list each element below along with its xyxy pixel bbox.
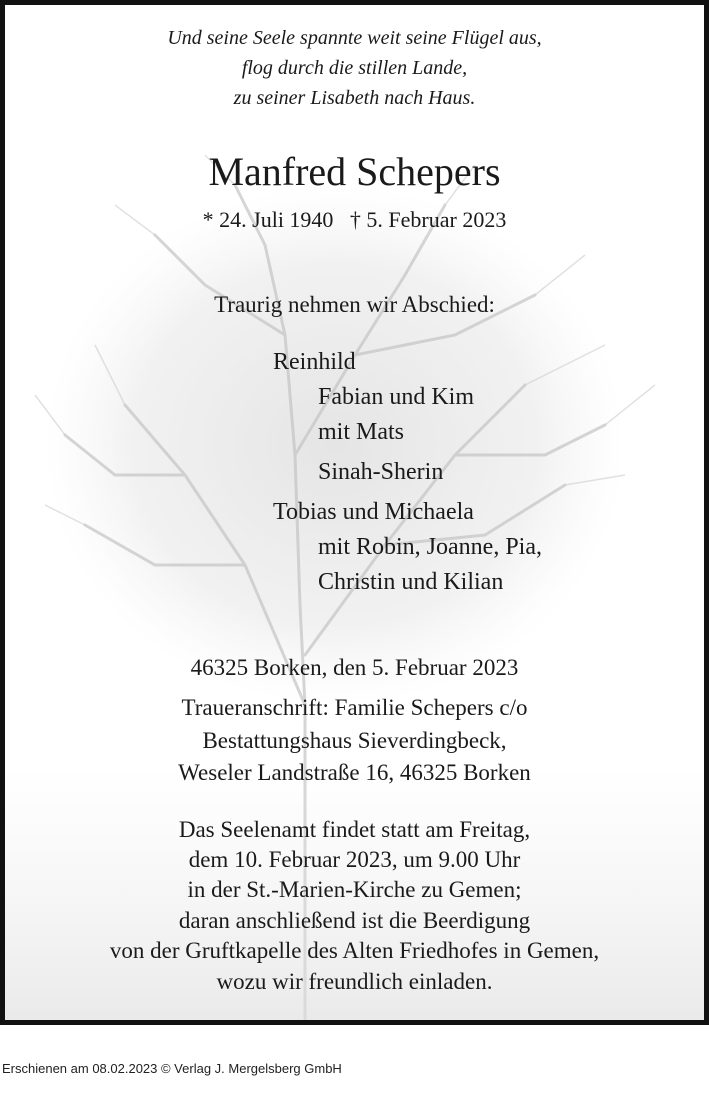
family-member: Christin und Kilian: [318, 569, 504, 595]
address-line-1: Traueranschrift: Familie Schepers c/o: [181, 695, 528, 720]
service-line-5: von der Gruftkapelle des Alten Friedhofes in Gemen,: [109, 938, 600, 963]
publication-footer: Erschienen am 08.02.2023 © Verlag J. Mergelsberg GmbH: [2, 1061, 342, 1076]
farewell-heading: Traurig nehmen wir Abschied:: [214, 292, 495, 317]
verse-line-1: Und seine Seele spannte weit seine Flügel aus,: [167, 27, 542, 49]
family-member: Sinah-Sherin: [318, 459, 444, 485]
verse-line-3: zu seiner Lisabeth nach Haus.: [233, 87, 476, 109]
life-dates: * 24. Juli 1940 † 5. Februar 2023: [202, 207, 507, 232]
service-line-2: dem 10. Februar 2023, um 9.00 Uhr: [188, 847, 521, 872]
deceased-name: Manfred Schepers: [208, 149, 501, 194]
family-member: Reinhild: [273, 349, 356, 375]
address-line-3: Weseler Landstraße 16, 46325 Borken: [178, 760, 531, 785]
service-line-6: wozu wir freundlich einladen.: [216, 969, 493, 994]
family-member: mit Mats: [318, 419, 405, 445]
family-member: Tobias und Michaela: [273, 499, 474, 525]
service-line-3: in der St.-Marien-Kirche zu Gemen;: [187, 877, 522, 902]
service-line-4: daran anschließend ist die Beerdigung: [178, 908, 531, 933]
address-line-2: Bestattungshaus Sieverdingbeck,: [202, 728, 507, 753]
family-member: mit Robin, Joanne, Pia,: [318, 534, 542, 560]
family-member: Fabian und Kim: [318, 384, 474, 410]
place-date: 46325 Borken, den 5. Februar 2023: [190, 655, 519, 680]
service-line-1: Das Seelenamt findet statt am Freitag,: [178, 817, 531, 842]
verse-line-2: flog durch die stillen Lande,: [241, 57, 468, 79]
